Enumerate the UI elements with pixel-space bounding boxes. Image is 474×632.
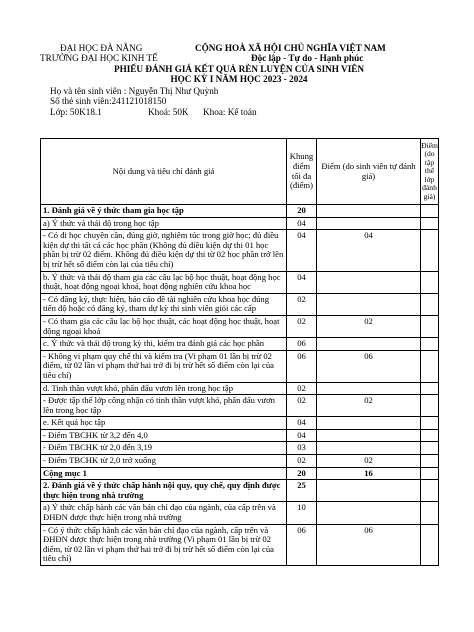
row-class-score — [421, 442, 439, 455]
table-row — [41, 315, 439, 337]
row-class-score — [421, 524, 439, 565]
row-frame-score: 06 — [287, 350, 317, 382]
row-frame-score: 04 — [287, 417, 317, 430]
table-row — [41, 524, 439, 565]
student-id: Số thẻ sinh viên:241121018150 — [50, 96, 167, 106]
table-row — [41, 467, 439, 480]
row-content: e. Kết quả học tập — [41, 417, 287, 430]
row-content: c. Ý thức và thái độ trong kỳ thi, kiểm tra đánh giá các học phần — [41, 338, 287, 351]
row-class-score — [421, 230, 439, 271]
row-student-score — [317, 502, 421, 524]
row-frame-score: 02 — [287, 382, 317, 395]
country-name: CỘNG HOÀ XÃ HỘI CHỦ NGHĨA VIỆT NAM — [195, 43, 386, 53]
row-frame-score: 03 — [287, 442, 317, 455]
university-name: ĐẠI HỌC ĐÀ NẴNG — [60, 43, 143, 53]
row-frame-score: 04 — [287, 230, 317, 271]
row-student-score — [317, 205, 421, 218]
row-content: d. Tinh thần vượt khó, phấn đấu vươn lên trong học tập — [41, 382, 287, 395]
row-student-score — [317, 480, 421, 502]
row-frame-score: 04 — [287, 217, 317, 230]
motto: Độc lập - Tự do - Hạnh phúc — [251, 53, 364, 63]
row-student-score — [317, 217, 421, 230]
row-content: - Có tham gia các câu lạc bộ học thuật, các hoạt động học thuật, hoạt động ngoại khoá — [41, 315, 287, 337]
row-class-score — [421, 417, 439, 430]
row-frame-score: 02 — [287, 395, 317, 417]
header-frame: Khung điểm tối đa (điểm) — [287, 139, 317, 205]
header-content: Nội dung và tiêu chí đánh giá — [41, 139, 287, 205]
table-row — [41, 338, 439, 351]
table-row — [41, 502, 439, 524]
row-content: - Có đi học chuyên cần, đúng giờ, nghiêm túc trong giờ học; đủ điều kiện dự thi tất cả các học phần (Không đủ điều kiện dự thi 01 học phần bị trừ 02 điểm. Không đủ điều kiện dự thi từ 02 học phần trở lên bị trừ hết số điểm còn lại của tiêu chí) — [41, 230, 287, 271]
row-content: - Có đăng ký, thực hiện, báo cáo đề tài nghiên cứu khoa học đúng tiến độ hoặc có đăng ký, tham dự kỳ thi sinh viên giỏi các cấp — [41, 293, 287, 315]
row-student-score: 06 — [317, 524, 421, 565]
row-student-score — [317, 417, 421, 430]
row-class-score — [421, 338, 439, 351]
row-class-score — [421, 271, 439, 293]
row-content: b. Ý thức và thái độ tham gia các câu lạc bộ học thuật, hoạt động học thuật, hoạt động ngoại khoá, hoạt động nghiên cứu khoa học — [41, 271, 287, 293]
table-row — [41, 205, 439, 218]
row-student-score — [317, 271, 421, 293]
student-class: Lớp: 50K18.1 — [50, 107, 102, 117]
row-content: - Điểm TBCHK từ 2,0 trở xuống — [41, 455, 287, 468]
row-student-score: 02 — [317, 315, 421, 337]
table-row — [41, 293, 439, 315]
row-student-score — [317, 442, 421, 455]
row-student-score: 06 — [317, 350, 421, 382]
row-class-score — [421, 429, 439, 442]
row-frame-score: 02 — [287, 315, 317, 337]
table-row — [41, 417, 439, 430]
row-content: - Không vi phạm quy chế thi và kiểm tra (Vi phạm 01 lần bị trừ 02 điểm, từ 02 lần vi phạm thứ hai trở đi bị trừ hết số điểm còn lại của tiêu chí) — [41, 350, 287, 382]
row-frame-score: 02 — [287, 293, 317, 315]
table-row — [41, 395, 439, 417]
row-student-score — [317, 293, 421, 315]
table-row — [41, 217, 439, 230]
row-content: - Điểm TBCHK từ 3,2 đến 4,0 — [41, 429, 287, 442]
table-row — [41, 382, 439, 395]
row-class-score — [421, 217, 439, 230]
row-frame-score: 10 — [287, 502, 317, 524]
row-class-score — [421, 455, 439, 468]
student-cohort: Khoá: 50K — [148, 107, 189, 117]
row-content: - Được tập thể lớp công nhận có tinh thần vượt khó, phấn đấu vươn lên trong học tập — [41, 395, 287, 417]
row-class-score — [421, 467, 439, 480]
row-class-score — [421, 382, 439, 395]
row-student-score — [317, 338, 421, 351]
row-frame-score: 20 — [287, 205, 317, 218]
row-class-score — [421, 293, 439, 315]
row-student-score: 04 — [317, 230, 421, 271]
table-row — [41, 230, 439, 271]
row-student-score: 02 — [317, 455, 421, 468]
semester-title: HỌC KỲ I NĂM HỌC 2023 - 2024 — [170, 74, 308, 84]
row-frame-score: 02 — [287, 455, 317, 468]
row-frame-score: 04 — [287, 271, 317, 293]
row-student-score — [317, 429, 421, 442]
table-row — [41, 480, 439, 502]
row-frame-score: 20 — [287, 467, 317, 480]
row-content: a) Ý thức chấp hành các văn bản chỉ đạo của ngành, của cấp trên và ĐHĐN được thực hiện trong nhà trường — [41, 502, 287, 524]
student-name: Họ và tên sinh viên : Nguyễn Thị Như Quỳnh — [50, 86, 219, 96]
row-content: a) Ý thức và thái độ trong học tập — [41, 217, 287, 230]
row-class-score — [421, 395, 439, 417]
form-title: PHIẾU ĐÁNH GIÁ KẾT QUẢ RÈN LUYỆN CỦA SINH VIÊN — [113, 64, 365, 74]
row-class-score — [421, 480, 439, 502]
row-frame-score: 04 — [287, 429, 317, 442]
table-row — [41, 455, 439, 468]
row-content: Cộng mục 1 — [41, 467, 287, 480]
table-row — [41, 442, 439, 455]
row-content: 1. Đánh giá về ý thức tham gia học tập — [41, 205, 287, 218]
table-row — [41, 271, 439, 293]
row-student-score — [317, 382, 421, 395]
row-content: - Điểm TBCHK từ 2,0 đến 3,19 — [41, 442, 287, 455]
student-faculty: Khoa: Kế toán — [203, 107, 257, 117]
row-content: 2. Đánh giá về ý thức chấp hành nội quy, quy chế, quy định được thực hiện trong nhà trường — [41, 480, 287, 502]
table-row — [41, 429, 439, 442]
row-student-score: 16 — [317, 467, 421, 480]
row-frame-score: 25 — [287, 480, 317, 502]
row-student-score: 02 — [317, 395, 421, 417]
evaluation-table — [40, 138, 439, 566]
header-student-score: Điểm (do sinh viên tự đánh giá) — [317, 139, 421, 205]
row-class-score — [421, 350, 439, 382]
school-name: TRƯỜNG ĐẠI HỌC KINH TẾ — [40, 53, 158, 63]
row-content: - Có ý thức chấp hành các văn bản chỉ đạo của ngành, cấp trên và ĐHĐN được thực hiện trong nhà trường (Vi phạm 01 lần bị trừ 02 điểm, từ 02 lần vi phạm thứ hai trở đi bị trừ hết số điểm còn lại của tiêu chí) — [41, 524, 287, 565]
row-class-score — [421, 502, 439, 524]
table-row — [41, 350, 439, 382]
row-frame-score: 06 — [287, 338, 317, 351]
row-class-score — [421, 315, 439, 337]
row-frame-score: 06 — [287, 524, 317, 565]
row-class-score — [421, 205, 439, 218]
header-class-score: Điểm (do tập thể lớp đánh giá) — [421, 139, 439, 205]
